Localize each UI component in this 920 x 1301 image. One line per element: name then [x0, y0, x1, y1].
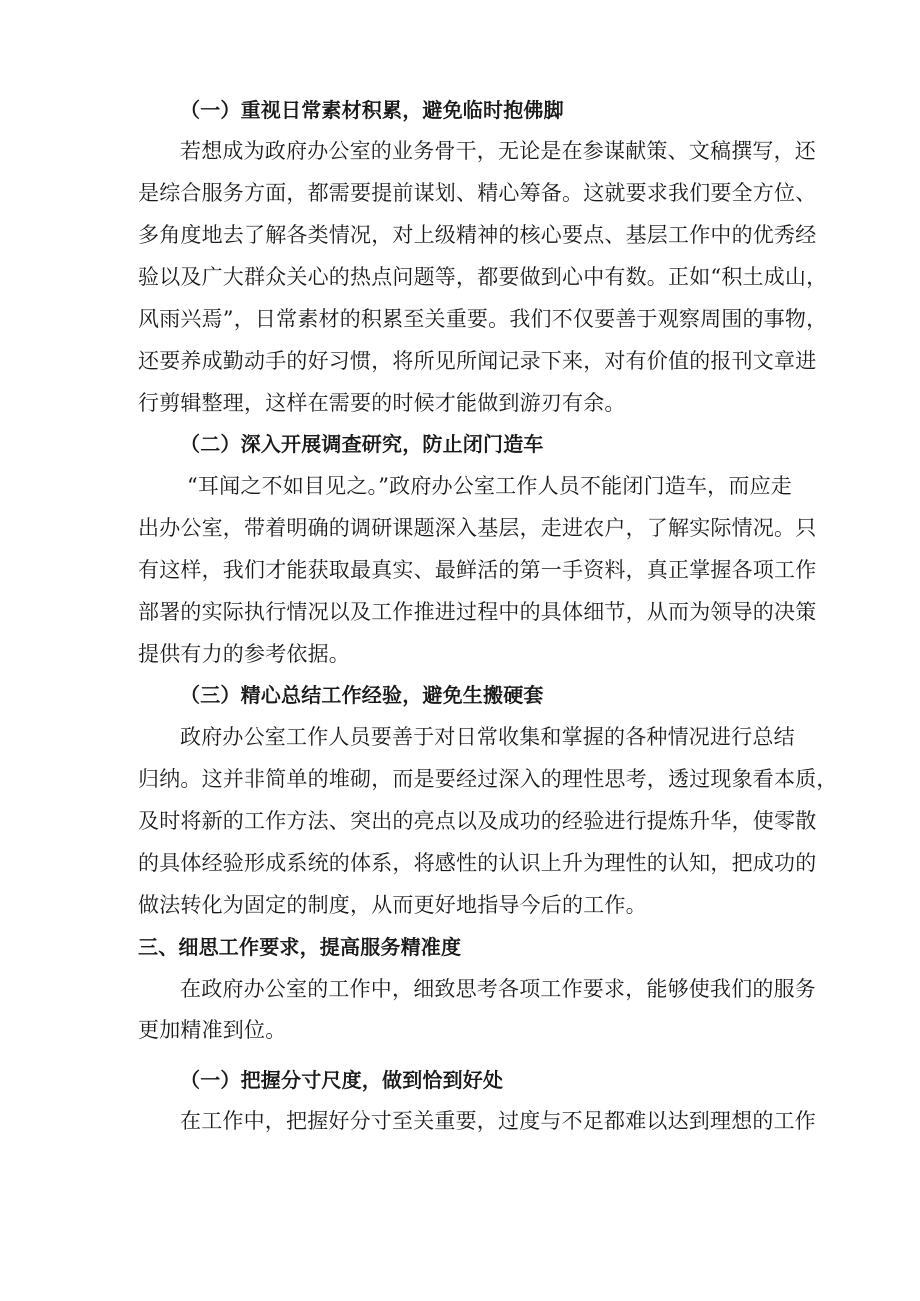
paragraph-line: 出办公室，带着明确的调研课题深入基层，走进农户，了解实际情况。只 — [138, 516, 817, 540]
section-heading: （一）把握分寸尺度，做到恰到好处 — [180, 1068, 504, 1092]
paragraph-line: 部署的实际执行情况以及工作推进过程中的具体细节，从而为领导的决策 — [138, 600, 817, 624]
paragraph-line: 验以及广大群众关心的热点问题等，都要做到心中有数。正如“积土成山， — [138, 265, 828, 289]
paragraph-line: 归纳。这并非简单的堆砌，而是要经过深入的理性思考，透过现象看本质， — [138, 767, 838, 791]
paragraph-line: 多角度地去了解各类情况，对上级精神的核心要点、基层工作中的优秀经 — [138, 223, 817, 247]
paragraph-line: 风雨兴焉”，日常素材的积累至关重要。我们不仅要善于观察周围的事物， — [138, 307, 828, 331]
section-heading: （二）深入开展调查研究，防止闭门造车 — [180, 432, 544, 456]
paragraph-line: 政府办公室工作人员要善于对日常收集和掌握的各种情况进行总结 — [180, 725, 795, 749]
paragraph-line: 做法转化为固定的制度，从而更好地指导今后的工作。 — [138, 893, 647, 917]
paragraph-line: 及时将新的工作方法、突出的亮点以及成功的经验进行提炼升华，使零散 — [138, 809, 817, 833]
paragraph-line: 行剪辑整理，这样在需要的时候才能做到游刃有余。 — [138, 391, 626, 415]
paragraph-line: 在工作中，把握好分寸至关重要，过度与不足都难以达到理想的工作 — [180, 1109, 816, 1133]
section-heading: （三）精心总结工作经验，避免生搬硬套 — [180, 683, 544, 707]
chapter-heading: 三、细思工作要求，提高服务精准度 — [138, 935, 462, 959]
section-heading: （一）重视日常素材积累，避免临时抱佛脚 — [180, 98, 564, 122]
paragraph-line: 更加精准到位。 — [138, 1018, 287, 1042]
paragraph-line: 在政府办公室的工作中，细致思考各项工作要求，能够使我们的服务 — [180, 977, 816, 1001]
paragraph-line: “耳闻之不如目见之。”政府办公室工作人员不能闭门造车，而应走 — [187, 474, 792, 498]
paragraph-line: 是综合服务方面，都需要提前谋划、精心筹备。这就要求我们要全方位、 — [138, 181, 817, 205]
paragraph-line: 的具体经验形成系统的体系，将感性的认识上升为理性的认知，把成功的 — [138, 851, 817, 875]
paragraph-line: 若想成为政府办公室的业务骨干，无论是在参谋献策、文稿撰写，还 — [180, 139, 816, 163]
paragraph-line: 提供有力的参考依据。 — [138, 642, 350, 666]
paragraph-line: 有这样，我们才能获取最真实、最鲜活的第一手资料，真正掌握各项工作 — [138, 558, 817, 582]
paragraph-line: 还要养成勤动手的好习惯，将所见所闻记录下来，对有价值的报刊文章进 — [138, 349, 817, 373]
